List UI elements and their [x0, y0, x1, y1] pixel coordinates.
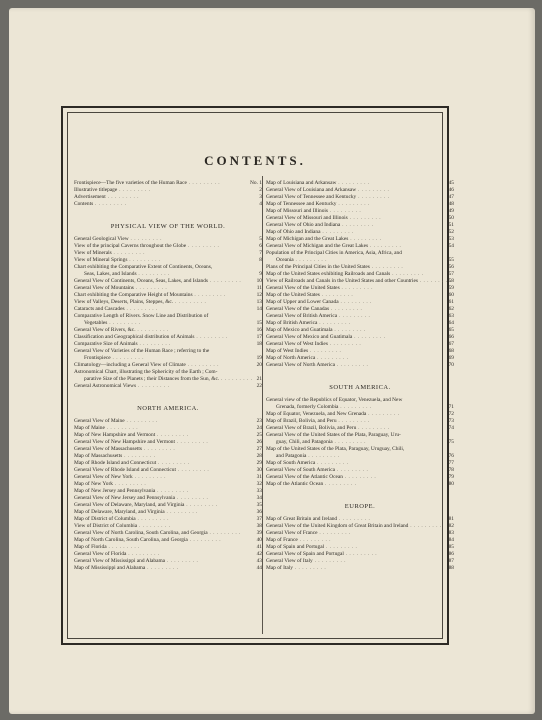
entry-page-number: 36 — [256, 509, 262, 516]
entry-title: Illustrative titlepage . . . — [74, 187, 151, 193]
contents-entry — [266, 516, 454, 523]
entry-page-number: 23 — [256, 418, 262, 425]
entry-title: Map of Michigan and the Great Lakes . . . — [266, 236, 382, 242]
contents-entry — [266, 313, 454, 320]
entry-page-number: 22 — [256, 383, 262, 390]
entry-title: Map of Brazil, Bolivia, and Peru . . . — [266, 418, 370, 424]
entry-title: Map of New Hampshire and Vermont . . . — [74, 432, 188, 438]
contents-entry — [266, 320, 454, 327]
entry-page-number: 26 — [256, 439, 262, 446]
contents-entry — [266, 194, 454, 201]
contents-entry — [74, 509, 262, 516]
entry-title: Map of France . . . — [266, 537, 331, 543]
entry-page-number: 7 — [259, 250, 262, 257]
contents-entry — [266, 432, 454, 446]
entry-page-number: 35 — [256, 502, 262, 509]
entry-title: General View of North America . . . — [266, 362, 368, 368]
contents-entry — [266, 425, 454, 432]
entry-page-number: 80 — [448, 481, 454, 488]
contents-entry — [266, 306, 454, 313]
contents-entry — [74, 334, 262, 341]
entry-page-number: 81 — [448, 516, 454, 523]
entry-page-number: 76 — [448, 453, 454, 460]
contents-entry — [266, 537, 454, 544]
entry-page-number: 87 — [448, 558, 454, 565]
contents-entry — [266, 341, 454, 348]
entry-page-number: 40 — [256, 537, 262, 544]
contents-entry — [74, 236, 262, 243]
entry-title: View of Valleys, Deserts, Plains, Steppes, &c. . . . — [74, 299, 206, 305]
entry-title: Plans of the Principal Cities in the United States . . . — [266, 264, 403, 270]
entry-title: Map of the United States . . . — [266, 292, 353, 298]
entry-page-number: 34 — [256, 495, 262, 502]
contents-entry — [266, 292, 454, 299]
entry-page-number: 13 — [256, 299, 262, 306]
column-divider — [262, 176, 263, 634]
entry-title: Map of Upper and Lower Canada . . . — [266, 299, 372, 305]
entry-page-number: 79 — [448, 474, 454, 481]
entry-page-number: 8 — [259, 257, 262, 264]
contents-entry — [74, 180, 262, 187]
entry-page-number: 27 — [256, 446, 262, 453]
entry-page-number: 10 — [256, 278, 262, 285]
entry-title: General View of the United States . . . — [266, 285, 373, 291]
contents-entry — [74, 460, 262, 467]
entry-title: General View of Tennessee and Kentucky . . . — [266, 194, 390, 200]
entry-title: Map of Spain and Portugal . . . — [266, 544, 357, 550]
contents-entry — [74, 516, 262, 523]
contents-entry — [74, 187, 262, 194]
contents-entry — [266, 299, 454, 306]
contents-entry — [266, 551, 454, 558]
entry-page-number: 83 — [448, 530, 454, 537]
entry-page-number: 50 — [448, 215, 454, 222]
contents-entry — [74, 551, 262, 558]
section-heading: NORTH AMERICA. — [137, 405, 199, 412]
contents-entry — [74, 446, 262, 453]
entry-page-number: 32 — [256, 481, 262, 488]
contents-entry — [74, 558, 262, 565]
entry-page-number: 77 — [448, 460, 454, 467]
entry-page-number: 44 — [256, 565, 262, 572]
entry-page-number: 6 — [259, 243, 262, 250]
contents-entry — [266, 243, 454, 250]
entry-page-number: 69 — [448, 355, 454, 362]
entry-page-number: 51 — [448, 222, 454, 229]
entry-page-number: 25 — [256, 432, 262, 439]
entry-page-number: 60 — [448, 292, 454, 299]
entry-title: General View of the United States of the Plata, Paraguay, Uru- — [266, 432, 401, 438]
entry-page-number: 45 — [448, 180, 454, 187]
contents-entry — [74, 285, 262, 292]
entry-page-number: 20 — [256, 362, 262, 369]
entry-title: General View of Maine . . . — [74, 418, 158, 424]
contents-entry — [74, 530, 262, 537]
contents-entry — [266, 201, 454, 208]
contents-entry — [266, 285, 454, 292]
entry-page-number: 42 — [256, 551, 262, 558]
entry-title: General View of New Hampshire and Vermont . . . — [74, 439, 208, 445]
entry-title: Map of District of Columbia . . . — [74, 516, 169, 522]
entry-title: Map of New Jersey and Pennsylvania . . . — [74, 488, 189, 494]
entry-title: General Astronomical Views . . . — [74, 383, 169, 389]
contents-entry — [74, 341, 262, 348]
entry-page-number: 62 — [448, 306, 454, 313]
entry-title: Map of the Atlantic Ocean . . . — [266, 481, 356, 487]
book-page — [9, 8, 535, 714]
entry-page-number: 54 — [448, 243, 454, 250]
entry-page-number: 59 — [448, 285, 454, 292]
entry-page-number: 73 — [448, 418, 454, 425]
entry-page-number: 38 — [256, 523, 262, 530]
entry-title: Map of North Carolina, South Carolina, and Georgia . . . — [74, 537, 221, 543]
entry-title: Map of British America . . . — [266, 320, 351, 326]
entry-page-number: 19 — [256, 355, 262, 362]
entry-title: Seas, Lakes, and Islands . . . — [84, 271, 170, 277]
entry-page-number: 17 — [256, 334, 262, 341]
contents-entry — [266, 334, 454, 341]
entry-page-number: 61 — [448, 299, 454, 306]
contents-entry — [74, 544, 262, 551]
entry-title: General Geological View . . . — [74, 236, 162, 242]
contents-entry — [74, 306, 262, 313]
entry-page-number: 14 — [256, 306, 262, 313]
entry-page-number: 53 — [448, 236, 454, 243]
entry-page-number: 30 — [256, 467, 262, 474]
entry-title: General View of Rhode Island and Connecticut . . . — [74, 467, 209, 473]
entry-title: General View of Ohio and Indiana . . . — [266, 222, 374, 228]
contents-entry — [74, 194, 262, 201]
entry-title: Vegetables . . . — [84, 320, 141, 326]
contents-entry — [74, 495, 262, 502]
entry-page-number: 64 — [448, 320, 454, 327]
contents-entry — [74, 439, 262, 446]
entry-title: General View of Florida . . . — [74, 551, 160, 557]
entry-title: General View of West Indies . . . — [266, 341, 361, 347]
contents-entry — [74, 488, 262, 495]
entry-title: Map of Florida . . . — [74, 544, 140, 550]
contents-entry — [266, 397, 454, 411]
entry-title: Astronomical Chart, illustrating the Sphericity of the Earth ; Com- — [74, 369, 218, 375]
entry-title: Map of Equator, Venezuela, and New Grenada . . . — [266, 411, 400, 417]
contents-entry — [266, 467, 454, 474]
entry-page-number: 5 — [259, 236, 262, 243]
contents-entry — [74, 257, 262, 264]
entry-page-number: 21 — [256, 376, 262, 383]
contents-entry — [266, 544, 454, 551]
entry-title: guay, Chili, and Patagonia . . . — [276, 439, 366, 445]
entry-title: Oceania . . . — [276, 257, 327, 263]
entry-title: General View of the Canadas . . . — [266, 306, 362, 312]
entry-page-number: 43 — [256, 558, 262, 565]
entry-title: Map of Mexico and Guatimala . . . — [266, 327, 366, 333]
entry-page-number: 47 — [448, 194, 454, 201]
entry-page-number: 4 — [259, 201, 262, 208]
entry-title: Map of Delaware, Maryland, and Virginia . . . — [74, 509, 198, 515]
contents-entry — [266, 446, 454, 460]
contents-entry — [74, 565, 262, 572]
entry-title: Frontispiece—The five varieties of the Human Race . . . — [74, 180, 220, 186]
section-heading: PHYSICAL VIEW OF THE WORLD. — [110, 223, 226, 230]
entry-page-number: 18 — [256, 341, 262, 348]
entry-page-number: 65 — [448, 327, 454, 334]
contents-entry — [266, 250, 454, 264]
entry-title: Map of North America . . . — [266, 355, 349, 361]
contents-entry — [266, 187, 454, 194]
entry-page-number: 84 — [448, 537, 454, 544]
contents-entry — [74, 474, 262, 481]
entry-title: General View of Brazil, Bolivia, and Peru . . . — [266, 425, 390, 431]
entry-title: Map of Maine . . . — [74, 425, 138, 431]
contents-entry — [74, 369, 262, 383]
contents-entry — [266, 215, 454, 222]
entry-title: Map of Tennessee and Kentucky . . . — [266, 201, 370, 207]
contents-entry — [74, 537, 262, 544]
contents-entry — [74, 243, 262, 250]
contents-entry — [266, 236, 454, 243]
contents-entry — [74, 250, 262, 257]
entry-page-number: 46 — [448, 187, 454, 194]
contents-entry — [266, 460, 454, 467]
entry-page-number: 31 — [256, 474, 262, 481]
entry-title: Map of New York . . . — [74, 481, 146, 487]
entry-page-number: 28 — [256, 453, 262, 460]
entry-page-number: 67 — [448, 341, 454, 348]
entry-page-number: 58 — [448, 278, 454, 285]
entry-page-number: 9 — [259, 271, 262, 278]
entry-title: Grenada, formerly Colombia . . . — [276, 404, 372, 410]
entry-page-number: 39 — [256, 530, 262, 537]
contents-entry — [74, 383, 262, 390]
entry-page-number: 74 — [448, 425, 454, 432]
entry-title: Map of the United States exhibiting Railroads and Canals . . . — [266, 271, 424, 277]
entry-page-number: 48 — [448, 201, 454, 208]
entry-page-number: 56 — [448, 264, 454, 271]
entry-page-number: 66 — [448, 334, 454, 341]
contents-entry — [74, 481, 262, 488]
entry-title: Comparative Length of Rivers. Snow Line and Distribution of — [74, 313, 209, 319]
entry-title: Map of South America . . . — [266, 460, 349, 466]
entry-title: Map of the United States of the Plata, Paraguay, Uruguay, Chili, — [266, 446, 405, 452]
entry-title: General View of Michigan and the Great Lakes . . . — [266, 243, 401, 249]
entry-title: General View of British America . . . — [266, 313, 370, 319]
entry-page-number: 37 — [256, 516, 262, 523]
contents-entry — [266, 362, 454, 369]
entry-title: General View of Italy . . . — [266, 558, 346, 564]
entry-page-number: 78 — [448, 467, 454, 474]
entry-page-number: 57 — [448, 271, 454, 278]
entry-title: View of Railroads and Canals in the United States and other Countries . . . — [266, 278, 451, 284]
entry-page-number: 2 — [259, 187, 262, 194]
entry-page-number: 52 — [448, 229, 454, 236]
contents-entry — [74, 362, 262, 369]
contents-entry — [266, 180, 454, 187]
entry-title: General View of the Atlantic Ocean . . . — [266, 474, 376, 480]
contents-entry — [266, 348, 454, 355]
entry-page-number: 33 — [256, 488, 262, 495]
entry-page-number: 15 — [256, 320, 262, 327]
entry-title: General view of the Republics of Equator, Venezuela, and New — [266, 397, 403, 403]
contents-entry — [74, 432, 262, 439]
contents-entry — [266, 418, 454, 425]
entry-title: General View of New York . . . — [74, 474, 166, 480]
contents-entry — [266, 264, 454, 271]
entry-title: General View of Continents, Oceans, Seas, Lakes, and Islands . . . — [74, 278, 241, 284]
contents-frame — [61, 106, 454, 645]
contents-entry — [74, 264, 262, 278]
contents-entry — [266, 355, 454, 362]
contents-entry — [74, 453, 262, 460]
entry-title: Chart exhibiting the Comparative Height of Mountains . . . — [74, 292, 226, 298]
entry-title: and Patagonia . . . — [276, 453, 340, 459]
contents-entry — [74, 299, 262, 306]
entry-title: Classification and Geographical distribution of Animals . . . — [74, 334, 228, 340]
entry-title: General View of France . . . — [266, 530, 351, 536]
entry-page-number: No. 1 — [250, 180, 262, 187]
contents-entry — [266, 530, 454, 537]
entry-title: General View of Rivers, &c. . . . — [74, 327, 169, 333]
entry-page-number: 55 — [448, 257, 454, 264]
entry-page-number: 85 — [448, 544, 454, 551]
entry-title: Population of the Principal Cities in America, Asia, Africa, and — [266, 250, 402, 256]
entry-page-number: 11 — [256, 285, 262, 292]
contents-entry — [74, 467, 262, 474]
entry-page-number: 75 — [448, 439, 454, 446]
contents-entry — [74, 201, 262, 208]
entry-page-number: 29 — [256, 460, 262, 467]
entry-title: Advertisement . . . — [74, 194, 139, 200]
entry-page-number: 24 — [256, 425, 262, 432]
contents-entry — [266, 271, 454, 278]
entry-title: General View of Mississippi and Alabama . . . — [74, 558, 198, 564]
entry-title: General View of the United Kingdom of Great Britain and Ireland . . . — [266, 523, 442, 529]
contents-entry — [266, 327, 454, 334]
entry-title: General View of North Carolina, South Carolina, and Georgia . . . — [74, 530, 241, 536]
contents-entry — [74, 418, 262, 425]
entry-title: Chart exhibiting the Comparative Extent of Continents, Oceans, — [74, 264, 213, 270]
entry-title: Map of Missouri and Illinois . . . — [266, 208, 361, 214]
page-title: CONTENTS. — [204, 153, 306, 168]
contents-entry — [266, 481, 454, 488]
entry-title: Cataracts and Cascades . . . — [74, 306, 158, 312]
entry-title: View of Minerals . . . — [74, 250, 145, 256]
entry-page-number: 86 — [448, 551, 454, 558]
contents-entry — [74, 278, 262, 285]
contents-entry — [266, 565, 454, 572]
entry-title: Comparative Size of Animals . . . — [74, 341, 171, 347]
entry-page-number: 72 — [448, 411, 454, 418]
entry-title: Contents . . . — [74, 201, 126, 207]
section-heading: SOUTH AMERICA. — [329, 384, 391, 391]
contents-inner-border — [67, 112, 454, 639]
entry-page-number: 41 — [256, 544, 262, 551]
entry-title: General View of Varieties of the Human Race ; referring to the — [74, 348, 210, 354]
contents-entry — [266, 558, 454, 565]
entry-title: Map of Massachusetts . . . — [74, 453, 155, 459]
entry-title: parative Size of the Planets ; their Distances from the Sun, &c. . . . — [84, 376, 252, 382]
entry-page-number: 88 — [448, 565, 454, 572]
entry-title: General View of Spain and Portugal . . . — [266, 551, 377, 557]
entry-title: General View of Massachusetts . . . — [74, 446, 175, 452]
entry-page-number: 12 — [256, 292, 262, 299]
entry-title: General View of Louisiana and Arkansaw . . . — [266, 187, 389, 193]
contents-entry — [74, 425, 262, 432]
entry-title: Map of Mississippi and Alabama . . . — [74, 565, 179, 571]
entry-page-number: 82 — [448, 523, 454, 530]
section-heading: EUROPE. — [344, 503, 376, 510]
contents-entry — [266, 523, 454, 530]
contents-entry — [74, 502, 262, 509]
contents-entry — [266, 208, 454, 215]
entry-page-number: 70 — [448, 362, 454, 369]
entry-title: Map of Great Britain and Ireland . . . — [266, 516, 370, 522]
entry-title: General View of Mexico and Guatimala . . . — [266, 334, 386, 340]
entry-page-number: 71 — [448, 404, 454, 411]
contents-entry — [266, 222, 454, 229]
entry-page-number: 49 — [448, 208, 454, 215]
entry-title: View of District of Columbia . . . — [74, 523, 170, 529]
contents-entry — [266, 278, 454, 285]
entry-title: View of Mineral Springs . . . — [74, 257, 161, 263]
entry-title: General View of Delaware, Maryland, and Virginia . . . — [74, 502, 218, 508]
entry-page-number: 3 — [259, 194, 262, 201]
entry-title: Map of West Indies . . . — [266, 348, 341, 354]
contents-entry — [266, 411, 454, 418]
contents-entry — [74, 327, 262, 334]
entry-title: View of the principal Caverns throughout the Globe . . . — [74, 243, 219, 249]
entry-title: General View of Mountains . . . — [74, 285, 167, 291]
contents-entry — [74, 348, 262, 362]
contents-entry — [266, 229, 454, 236]
entry-title: General View of New Jersey and Pennsylvania . . . — [74, 495, 208, 501]
entry-title: Map of Rhode Island and Connecticut . . . — [74, 460, 189, 466]
entry-title: Map of Louisiana and Arkansaw . . . — [266, 180, 370, 186]
entry-title: Climatology—including a General View of Climate . . . — [74, 362, 219, 368]
contents-entry — [74, 523, 262, 530]
entry-page-number: 16 — [256, 327, 262, 334]
entry-title: General View of Missouri and Illinois . . . — [266, 215, 381, 221]
entry-title: Map of Italy . . . — [266, 565, 326, 571]
contents-entry — [266, 474, 454, 481]
entry-title: Map of Ohio and Indiana . . . — [266, 229, 354, 235]
entry-title: Frontispiece . . . — [84, 355, 144, 361]
contents-entry — [74, 292, 262, 299]
entry-page-number: 68 — [448, 348, 454, 355]
entry-title: General View of South America . . . — [266, 467, 368, 473]
entry-page-number: 63 — [448, 313, 454, 320]
contents-entry — [74, 313, 262, 327]
